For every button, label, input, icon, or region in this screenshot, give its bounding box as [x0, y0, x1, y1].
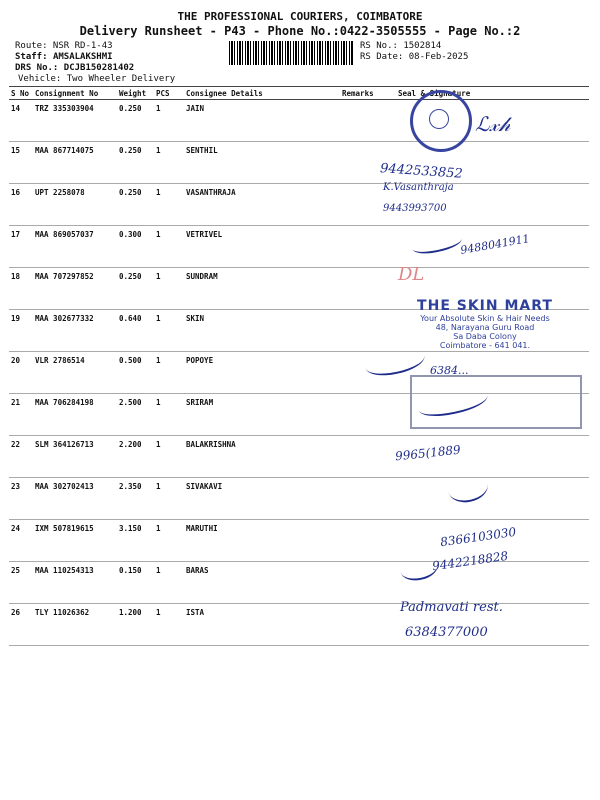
drs-number: DCJB150281402: [63, 63, 135, 73]
row-consignment: SLM 364126713: [33, 436, 117, 478]
signature-26-number: 6384377000: [405, 625, 488, 640]
table-header: [9, 87, 589, 100]
row-remarks: [340, 436, 396, 478]
row-consignment: MAA 869057037: [33, 226, 117, 268]
row-consignee: SRIRAM: [184, 394, 340, 436]
row-consignment: MAA 302702413: [33, 478, 117, 520]
row-consignee: MARUTHI: [184, 520, 340, 562]
row-pcs: 1: [154, 184, 184, 226]
table-row: [9, 436, 589, 478]
drs-label: DRS No.:: [15, 63, 59, 73]
row-consignee: SKIN: [184, 310, 340, 352]
row-weight: 0.500: [117, 352, 154, 394]
row-remarks: [340, 310, 396, 352]
col-remarks: Remarks: [340, 87, 396, 100]
row-pcs: 1: [154, 268, 184, 310]
col-consignment: Consignment No: [33, 87, 117, 100]
row-weight: 0.150: [117, 562, 154, 604]
signature-15: 9442533852: [379, 161, 464, 182]
col-weight: Weight: [117, 87, 154, 100]
row-consignee: ISTA: [184, 604, 340, 646]
table-row: [9, 562, 589, 604]
row-consignment: IXM 507819615: [33, 520, 117, 562]
row-pcs: 1: [154, 100, 184, 142]
row-pcs: 1: [154, 352, 184, 394]
signature-22: 9965(1889: [394, 442, 462, 464]
row-remarks: [340, 604, 396, 646]
document-title: THE PROFESSIONAL COURIERS, COIMBATORE: [177, 10, 423, 23]
row-consignment: TRZ 335303904: [33, 100, 117, 142]
row-consignment: TLY 11026362: [33, 604, 117, 646]
row-sno: 20: [9, 352, 33, 394]
row-consignment: MAA 706284198: [33, 394, 117, 436]
row-sno: 25: [9, 562, 33, 604]
table-row: [9, 142, 589, 184]
stamp-name: THE SKIN MART: [417, 298, 553, 314]
stamp-line4: Coimbatore - 641 041.: [439, 341, 531, 350]
row-consignee: SENTHIL: [184, 142, 340, 184]
col-pcs: PCS: [154, 87, 184, 100]
row-pcs: 1: [154, 142, 184, 184]
row-sno: 21: [9, 394, 33, 436]
row-consignee: JAIN: [184, 100, 340, 142]
row-pcs: 1: [154, 604, 184, 646]
row-sno: 24: [9, 520, 33, 562]
row-consignment: UPT 2258078: [33, 184, 117, 226]
rs-date: RS Date: 08-Feb-2025: [360, 52, 469, 62]
drs-info: [15, 63, 134, 74]
row-sno: 14: [9, 100, 33, 142]
row-consignee: VASANTHRAJA: [184, 184, 340, 226]
row-consignment: VLR 2786514: [33, 352, 117, 394]
table-row: [9, 184, 589, 226]
signature-25-line1: 8366103030: [439, 524, 517, 550]
row-weight: 0.300: [117, 226, 154, 268]
row-pcs: 1: [154, 436, 184, 478]
signature-26-name: Padmavati rest.: [400, 600, 503, 615]
row-pcs: 1: [154, 310, 184, 352]
row-weight: 0.250: [117, 268, 154, 310]
staff-label: Staff:: [15, 52, 48, 62]
row-consignment: MAA 302677332: [33, 310, 117, 352]
row-sno: 19: [9, 310, 33, 352]
table-row: [9, 478, 589, 520]
row-weight: 1.200: [117, 604, 154, 646]
signature-25-line2: 9442218828: [431, 548, 509, 574]
signature-18: DL: [398, 264, 425, 285]
col-consignee: Consignee Details: [184, 87, 340, 100]
row-remarks: [340, 394, 396, 436]
row-consignee: BARAS: [184, 562, 340, 604]
signature-16-name: K.Vasanthraja: [383, 182, 454, 193]
col-sno: S No: [9, 87, 33, 100]
row-weight: 2.200: [117, 436, 154, 478]
row-weight: 0.250: [117, 100, 154, 142]
round-seal: [410, 90, 472, 152]
row-consignment: MAA 110254313: [33, 562, 117, 604]
barcode: [229, 41, 353, 65]
route-info: Route: NSR RD-1-43: [15, 41, 113, 51]
row-remarks: [340, 520, 396, 562]
row-weight: 0.250: [117, 184, 154, 226]
row-remarks: [340, 100, 396, 142]
row-consignment: MAA 707297852: [33, 268, 117, 310]
col-signature: Seal & Signature: [396, 87, 589, 100]
signature-14: ℒ𝓍𝒽: [475, 112, 511, 136]
stamp-line2: 48, Narayana Guru Road: [435, 323, 535, 332]
document-subtitle: Delivery Runsheet - P43 - Phone No.:0422-3505555 - Page No.:2: [79, 24, 521, 38]
row-sno: 17: [9, 226, 33, 268]
row-weight: 0.640: [117, 310, 154, 352]
row-consignee: VETRIVEL: [184, 226, 340, 268]
row-pcs: 1: [154, 478, 184, 520]
staff-name: AMSALAKSHMI: [52, 52, 113, 62]
signature-20-number: 6384...: [430, 364, 469, 377]
row-sno: 22: [9, 436, 33, 478]
row-consignment: MAA 867714075: [33, 142, 117, 184]
signature-16-number: 9443993700: [383, 203, 447, 214]
row-weight: 2.350: [117, 478, 154, 520]
stamp-line1: Your Absolute Skin & Hair Needs: [420, 314, 550, 323]
row-consignee: POPOYE: [184, 352, 340, 394]
row-pcs: 1: [154, 520, 184, 562]
row-sno: 26: [9, 604, 33, 646]
row-weight: 2.500: [117, 394, 154, 436]
row-sno: 23: [9, 478, 33, 520]
row-pcs: 1: [154, 226, 184, 268]
row-weight: 3.150: [117, 520, 154, 562]
row-pcs: 1: [154, 562, 184, 604]
stamp-line3: Sa Daba Colony: [453, 332, 517, 341]
row-remarks: [340, 478, 396, 520]
row-remarks: [340, 562, 396, 604]
row-signature: [396, 478, 589, 520]
vehicle-info: Vehicle: Two Wheeler Delivery: [18, 74, 176, 84]
row-weight: 0.250: [117, 142, 154, 184]
row-consignee: SIVAKAVI: [184, 478, 340, 520]
row-consignee: SUNDRAM: [184, 268, 340, 310]
row-remarks: [340, 268, 396, 310]
staff-info: [15, 52, 113, 63]
signature-17-number: 9488041911: [459, 232, 531, 257]
row-sno: 15: [9, 142, 33, 184]
row-pcs: 1: [154, 394, 184, 436]
row-sno: 16: [9, 184, 33, 226]
row-remarks: [340, 226, 396, 268]
skin-mart-stamp: [400, 298, 570, 350]
rs-number: RS No.: 1502814: [360, 41, 442, 51]
row-consignee: BALAKRISHNA: [184, 436, 340, 478]
row-sno: 18: [9, 268, 33, 310]
